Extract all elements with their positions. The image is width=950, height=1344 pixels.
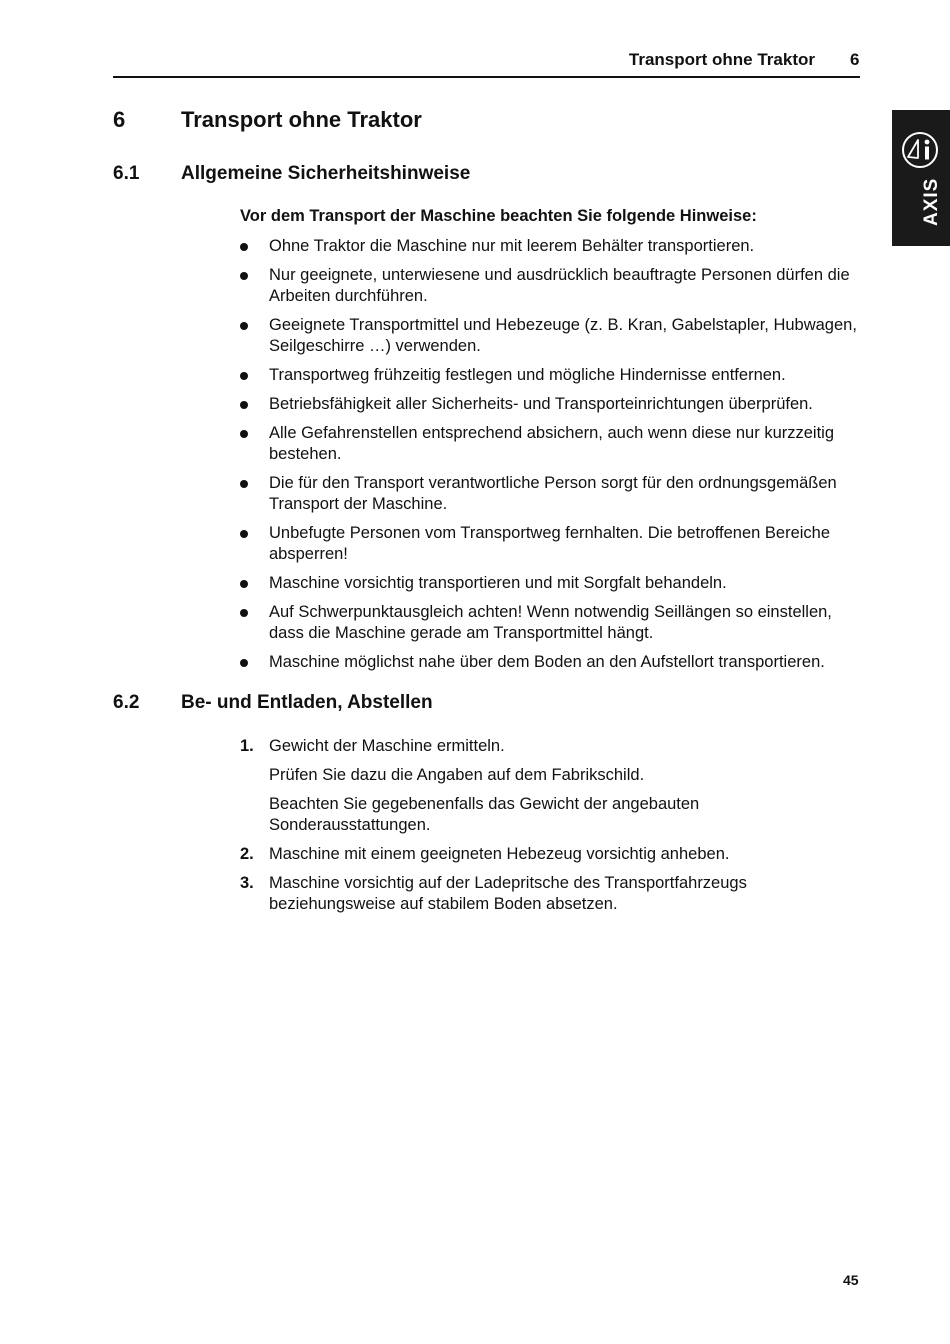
bullet-dot-icon bbox=[240, 480, 248, 488]
steps-list bbox=[240, 736, 865, 923]
bullet-item bbox=[240, 602, 865, 644]
bullet-text: Unbefugte Personen vom Transportweg fernhalten. Die betroffenen Bereiche absperren! bbox=[269, 524, 831, 563]
bullet-dot-icon bbox=[240, 243, 248, 251]
step-text: Maschine vorsichtig auf der Ladepritsche des Transportfahrzeugs beziehungsweise auf stabilem Boden absetzen. bbox=[269, 874, 747, 913]
bullet-item bbox=[240, 652, 865, 673]
bullet-item bbox=[240, 394, 865, 415]
bullet-dot-icon bbox=[240, 372, 248, 380]
bullet-text: Transportweg frühzeitig festlegen und mögliche Hindernisse entfernen. bbox=[269, 366, 786, 384]
chapter-number: 6 bbox=[113, 107, 126, 132]
header-divider bbox=[113, 76, 860, 78]
bullet-dot-icon bbox=[240, 401, 248, 409]
step-sub-text: Beachten Sie gegebenenfalls das Gewicht der angebauten Sonderausstattungen. bbox=[269, 795, 700, 834]
info-book-icon bbox=[900, 130, 940, 175]
step-number: 2. bbox=[240, 845, 254, 863]
step-text: Gewicht der Maschine ermitteln. bbox=[269, 737, 505, 755]
bullet-dot-icon bbox=[240, 430, 248, 438]
section-number: 6.1 bbox=[113, 163, 140, 184]
side-tab bbox=[892, 110, 950, 246]
bullet-text: Alle Gefahrenstellen entsprechend absichern, auch wenn diese nur kurzzeitig bestehen. bbox=[269, 424, 835, 463]
intro-text: Vor dem Transport der Maschine beachten Sie folgende Hinweise: bbox=[240, 207, 757, 225]
step-sub-text: Prüfen Sie dazu die Angaben auf dem Fabrikschild. bbox=[269, 766, 645, 784]
step-text: Maschine mit einem geeigneten Hebezeug vorsichtig anheben. bbox=[269, 845, 730, 863]
step-item bbox=[240, 873, 865, 915]
bullet-item bbox=[240, 423, 865, 465]
bullet-item bbox=[240, 573, 865, 594]
running-header-chapter: 6 bbox=[850, 50, 860, 69]
step-item bbox=[240, 844, 865, 865]
bullet-dot-icon bbox=[240, 272, 248, 280]
bullet-text: Maschine möglichst nahe über dem Boden an den Aufstellort transportieren. bbox=[269, 653, 825, 671]
bullet-item bbox=[240, 315, 865, 357]
bullet-text: Maschine vorsichtig transportieren und mit Sorgfalt behandeln. bbox=[269, 574, 727, 592]
section-title: Allgemeine Sicherheitshinweise bbox=[181, 163, 471, 184]
bullet-item bbox=[240, 236, 865, 257]
bullet-text: Ohne Traktor die Maschine nur mit leerem Behälter transportieren. bbox=[269, 237, 755, 255]
bullet-text: Betriebsfähigkeit aller Sicherheits- und Transporteinrichtungen überprüfen. bbox=[269, 395, 813, 413]
bullet-item bbox=[240, 365, 865, 386]
safety-bullet-list bbox=[240, 236, 865, 681]
bullet-item bbox=[240, 473, 865, 515]
bullet-dot-icon bbox=[240, 580, 248, 588]
page-number: 45 bbox=[843, 1272, 859, 1288]
section-number: 6.2 bbox=[113, 692, 140, 713]
side-tab-label: AXIS bbox=[921, 177, 942, 226]
running-header-title: Transport ohne Traktor bbox=[628, 50, 815, 69]
bullet-item bbox=[240, 265, 865, 307]
bullet-dot-icon bbox=[240, 609, 248, 617]
bullet-dot-icon bbox=[240, 322, 248, 330]
bullet-text: Nur geeignete, unterwiesene und ausdrücklich beauftragte Personen dürfen die Arbeiten durchführen. bbox=[269, 266, 850, 305]
step-number: 1. bbox=[240, 737, 254, 755]
chapter-title: Transport ohne Traktor bbox=[181, 107, 422, 132]
section-title: Be- und Entladen, Abstellen bbox=[181, 692, 433, 713]
step-item bbox=[240, 736, 865, 757]
step-number: 3. bbox=[240, 874, 254, 892]
bullet-dot-icon bbox=[240, 659, 248, 667]
bullet-text: Auf Schwerpunktausgleich achten! Wenn notwendig Seillängen so einstellen, dass die Maschine gerade am Transportmittel hängt. bbox=[269, 603, 832, 642]
bullet-item bbox=[240, 523, 865, 565]
bullet-dot-icon bbox=[240, 530, 248, 538]
bullet-text: Geeignete Transportmittel und Hebezeuge (z. B. Kran, Gabelstapler, Hubwagen, Seilgeschirre …) verwenden. bbox=[269, 316, 857, 355]
bullet-text: Die für den Transport verantwortliche Person sorgt für den ordnungsgemäßen Transport der Maschine. bbox=[269, 474, 837, 513]
